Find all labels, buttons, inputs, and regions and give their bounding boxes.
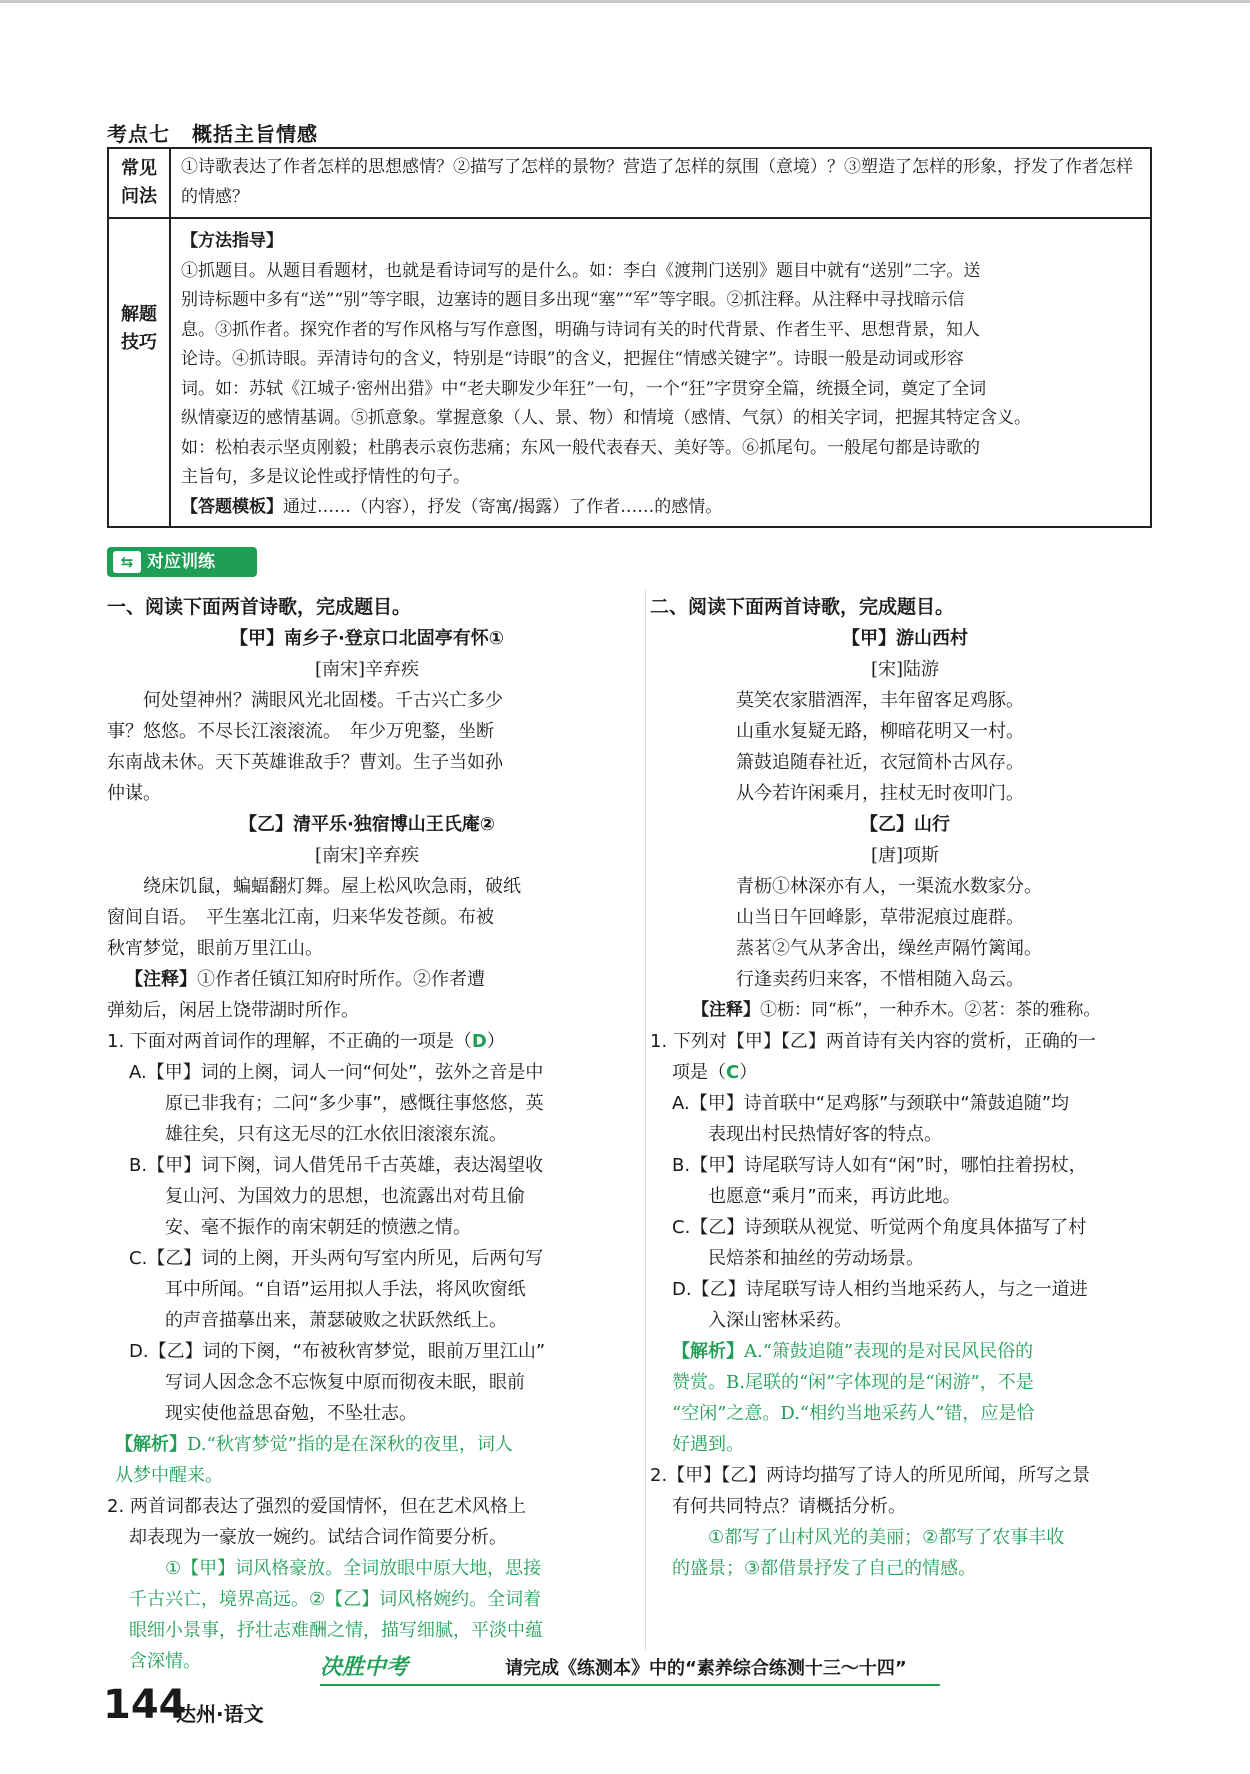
row-label-technique: 解题技巧 <box>121 304 157 353</box>
analysis-text: “空闲”之意。D.“相约当地采药人”错，应是恰 <box>672 1403 1035 1424</box>
swap-arrows-icon: ⇆ <box>113 551 141 573</box>
question-text: 项是（ <box>672 1062 726 1083</box>
option-line: 的声音描摹出来，萧瑟破败之状跃然纸上。 <box>165 1310 507 1331</box>
answer-line: 眼细小景事，抒壮志难酬之情，描写细腻，平淡中蕴 <box>129 1620 543 1641</box>
note-row <box>107 964 627 995</box>
note-row <box>650 995 1160 1026</box>
poem-title: 【乙】山行 <box>860 814 950 835</box>
answer-choice: C <box>726 1062 740 1083</box>
poem-author: [唐]项斯 <box>870 845 940 866</box>
option-line: 耳中所闻。“自语”运用拟人手法，将风吹窗纸 <box>165 1279 526 1300</box>
option-line: 现实使他益思奋勉，不坠壮志。 <box>165 1403 417 1424</box>
footer-instruction: 请完成《练测本》中的“素养综合练测十三～十四” <box>505 1658 907 1679</box>
template-text: 通过……（内容），抒发（寄寓/揭露）了作者……的感情。 <box>283 496 723 517</box>
analysis-text: A.“箫鼓追随”表现的是对民风民俗的 <box>744 1341 1034 1362</box>
row-text-question: ①诗歌表达了作者怎样的思想感情？②描写了怎样的景物？营造了怎样的氛围（意境）？③塑造了怎样的形象，抒发了作者怎样的情感？ <box>181 157 1133 207</box>
template-row <box>181 493 1141 523</box>
method-line: 息。③抓作者。探究作者的写作风格与写作意图，明确与诗词有关的时代背景、作者生平、思想背景，知人 <box>181 319 980 340</box>
analysis-text: 好遇到。 <box>672 1434 744 1455</box>
option-line: 入深山密林采药。 <box>708 1310 852 1331</box>
method-line: ①抓题目。从题目看题材，也就是看诗词写的是什么。如：李白《渡荆门送别》题目中就有“送别”二字。送 <box>181 260 981 281</box>
poem-author: [南宋]辛弃疾 <box>314 659 420 680</box>
poem-line: 山当日午回峰影，草带泥痕过鹿群。 <box>736 907 1024 928</box>
option-line: C.【乙】诗颈联从视觉、听觉两个角度具体描写了村 <box>672 1217 1087 1238</box>
section-title <box>107 118 318 147</box>
option-line: D.【乙】词的下阕，“布被秋宵梦觉，眼前万里江山” <box>129 1341 546 1362</box>
template-heading: 【答题模板】 <box>181 496 283 517</box>
question-stem <box>107 1026 627 1057</box>
option-line: 民焙茶和抽丝的劳动场景。 <box>708 1248 924 1269</box>
poem-line: 蒸茗②气从茅舍出，缲丝声隔竹篱闻。 <box>736 938 1042 959</box>
question-text: 1. 下面对两首词作的理解，不正确的一项是（ <box>107 1031 472 1052</box>
analysis-text: 从梦中醒来。 <box>115 1465 223 1486</box>
poem-line: 莫笑农家腊酒浑，丰年留客足鸡豚。 <box>736 690 1024 711</box>
option-line: B.【甲】词下阕，词人借凭吊千古英雄，表达渴望收 <box>129 1155 544 1176</box>
options-list <box>107 1057 627 1429</box>
page-number: 144 <box>103 1682 187 1728</box>
poem-title: 【甲】南乡子·登京口北固亭有怀① <box>229 628 505 649</box>
question-line: 却表现为一豪放一婉约。试结合词作简要分析。 <box>129 1527 507 1548</box>
answer-line: 千古兴亡，境界高远。②【乙】词风格婉约。全词着 <box>129 1589 542 1610</box>
question-close: ） <box>486 1031 505 1052</box>
table-divider-vertical <box>169 149 171 526</box>
poem-line: 事？悠悠。不尽长江滚滚流。 年少万兜鍪，坐断 <box>107 721 494 742</box>
section-label: 考点七 <box>107 122 170 146</box>
question-line <box>650 1057 1160 1088</box>
analysis-text: 赞赏。B.尾联的“闲”字体现的是“闲游”，不是 <box>672 1372 1034 1393</box>
option-line: 写词人因念念不忘恢复中原而彻夜未眠，眼前 <box>165 1372 525 1393</box>
method-line: 如：松柏表示坚贞刚毅；杜鹃表示哀伤悲痛；东风一般代表春天、美好等。⑥抓尾句。一般尾句都是诗歌的 <box>181 437 980 458</box>
method-line: 词。如：苏轼《江城子·密州出猎》中“老夫聊发少年狂”一句，一个“狂”字贯穿全篇，统摄全词，奠定了全词 <box>181 378 987 399</box>
question-line: 有何共同特点？请概括分析。 <box>672 1496 906 1517</box>
option-line: 原已非我有；二问“多少事”，感慨往事悠悠，英 <box>165 1093 544 1114</box>
technique-content <box>181 227 1141 522</box>
question-close: ） <box>739 1062 758 1083</box>
table-divider-horizontal <box>109 217 1150 219</box>
poem-line: 秋宵梦觉，眼前万里江山。 <box>107 938 323 959</box>
question-line: 1. 下列对【甲】【乙】两首诗有关内容的赏析，正确的一 <box>650 1031 1096 1052</box>
footer-logo: 决胜中考 <box>320 1655 409 1680</box>
page-label: 达州·语文 <box>176 1702 264 1726</box>
poem-line: 青枥①林深亦有人，一渠流水数家分。 <box>736 876 1042 897</box>
method-line: 论诗。④抓诗眼。弄清诗句的含义，特别是“诗眼”的含义，把握住“情感关键字”。诗眼一般是动词或形容 <box>181 349 964 369</box>
analysis-text: D.“秋宵梦觉”指的是在深秋的夜里，词人 <box>187 1434 513 1455</box>
answer-choice: D <box>471 1031 487 1052</box>
answer-line: ①都写了山村风光的美丽；②都写了农事丰收 <box>708 1527 1065 1548</box>
option-line: 雄往矣，只有这无尽的江水依旧滚滚东流。 <box>165 1124 507 1145</box>
method-line: 纵情豪迈的感情基调。⑤抓意象。掌握意象（人、景、物）和情境（感情、气氛）的相关字词，把握其特定含义。 <box>181 408 1031 428</box>
answer-line: 的盛景；③都借景抒发了自己的情感。 <box>672 1558 977 1579</box>
option-line: D.【乙】诗尾联写诗人相约当地采药人，与之一道进 <box>672 1279 1088 1300</box>
note-text: 弹劾后，闲居上饶带湖时所作。 <box>107 1000 359 1021</box>
poem-line: 窗间自语。 平生塞北江南，归来华发苍颜。布被 <box>107 907 494 928</box>
footer-underline <box>320 1684 940 1686</box>
option-line: C.【乙】词的上阕，开头两句写室内所见，后两句写 <box>129 1248 544 1269</box>
poem-line: 绕床饥鼠，蝙蝠翻灯舞。屋上松风吹急雨，破纸 <box>143 876 521 897</box>
method-table <box>107 147 1152 528</box>
left-heading: 一、阅读下面两首诗歌，完成题目。 <box>107 596 412 618</box>
poem-line: 箫鼓追随春社近，衣冠简朴古风存。 <box>736 752 1024 773</box>
left-column <box>107 592 627 1677</box>
option-line: 复山河、为国效力的思想，也流露出对苟且偷 <box>165 1186 525 1207</box>
answer-line: 含深情。 <box>129 1651 201 1672</box>
option-line: B.【甲】诗尾联写诗人如有“闲”时，哪怕拄着拐杖， <box>672 1155 1087 1176</box>
poem-line: 行逢卖药归来客，不惜相随入岛云。 <box>736 969 1024 990</box>
right-heading: 二、阅读下面两首诗歌，完成题目。 <box>650 596 955 618</box>
option-line: 安、毫不振作的南宋朝廷的愤懑之情。 <box>165 1217 471 1238</box>
right-column <box>650 592 1160 1584</box>
poem-author: [宋]陆游 <box>870 659 940 680</box>
option-line: A.【甲】诗首联中“足鸡豚”与颈联中“箫鼓追随”均 <box>672 1093 1070 1114</box>
option-line: 也愿意“乘月”而来，再访此地。 <box>708 1186 961 1207</box>
option-line: A.【甲】词的上阕，词人一问“何处”，弦外之音是中 <box>129 1062 544 1083</box>
column-separator <box>645 590 646 1650</box>
option-line: 表现出村民热情好客的特点。 <box>708 1124 942 1145</box>
banner-label: 对应训练 <box>147 552 215 572</box>
question-line: 2.【甲】【乙】两诗均描写了诗人的所见所闻，所写之景 <box>650 1465 1091 1486</box>
poem-line: 山重水复疑无路，柳暗花明又一村。 <box>736 721 1024 742</box>
poem-title: 【甲】游山西村 <box>842 628 968 649</box>
note-label: 【注释】 <box>125 969 197 990</box>
method-line: 主旨句，多是议论性或抒情性的句子。 <box>181 467 470 487</box>
poem-line: 何处望神州？满眼风光北固楼。千古兴亡多少 <box>143 690 503 711</box>
poem-line: 从今若许闲乘月，拄杖无时夜叩门。 <box>736 783 1024 804</box>
poem-author: [南宋]辛弃疾 <box>314 845 420 866</box>
analysis-label: 【解析】 <box>672 1341 744 1362</box>
question-line: 2. 两首词都表达了强烈的爱国情怀，但在艺术风格上 <box>107 1496 526 1517</box>
note-text: ①枥：同“栎”，一种乔木。②茗：茶的雅称。 <box>760 1000 1101 1020</box>
answer-line: ①【甲】词风格豪放。全词放眼中原大地，思接 <box>165 1558 542 1579</box>
method-line: 别诗标题中多有“送”“别”等字眼，边塞诗的题目多出现“塞”“军”等字眼。②抓注释。从注释中寻找暗示信 <box>181 290 965 310</box>
options-list <box>650 1088 1160 1336</box>
top-edge-line <box>0 0 1250 3</box>
poem-title: 【乙】清平乐·独宿博山王氏庵② <box>238 814 496 835</box>
note-text: ①作者任镇江知府时所作。②作者遭 <box>197 969 485 990</box>
method-heading: 【方法指导】 <box>181 231 283 251</box>
analysis-row <box>650 1336 1160 1367</box>
poem-line: 仲谋。 <box>107 783 161 804</box>
poem-line: 东南战未休。天下英雄谁敌手？曹刘。生子当如孙 <box>107 752 503 773</box>
note-label: 【注释】 <box>692 1000 760 1020</box>
section-heading: 概括主旨情感 <box>192 122 318 146</box>
analysis-row <box>107 1429 627 1460</box>
practice-banner <box>107 547 257 577</box>
row-label-question: 常见问法 <box>121 158 157 207</box>
analysis-label: 【解析】 <box>115 1434 187 1455</box>
